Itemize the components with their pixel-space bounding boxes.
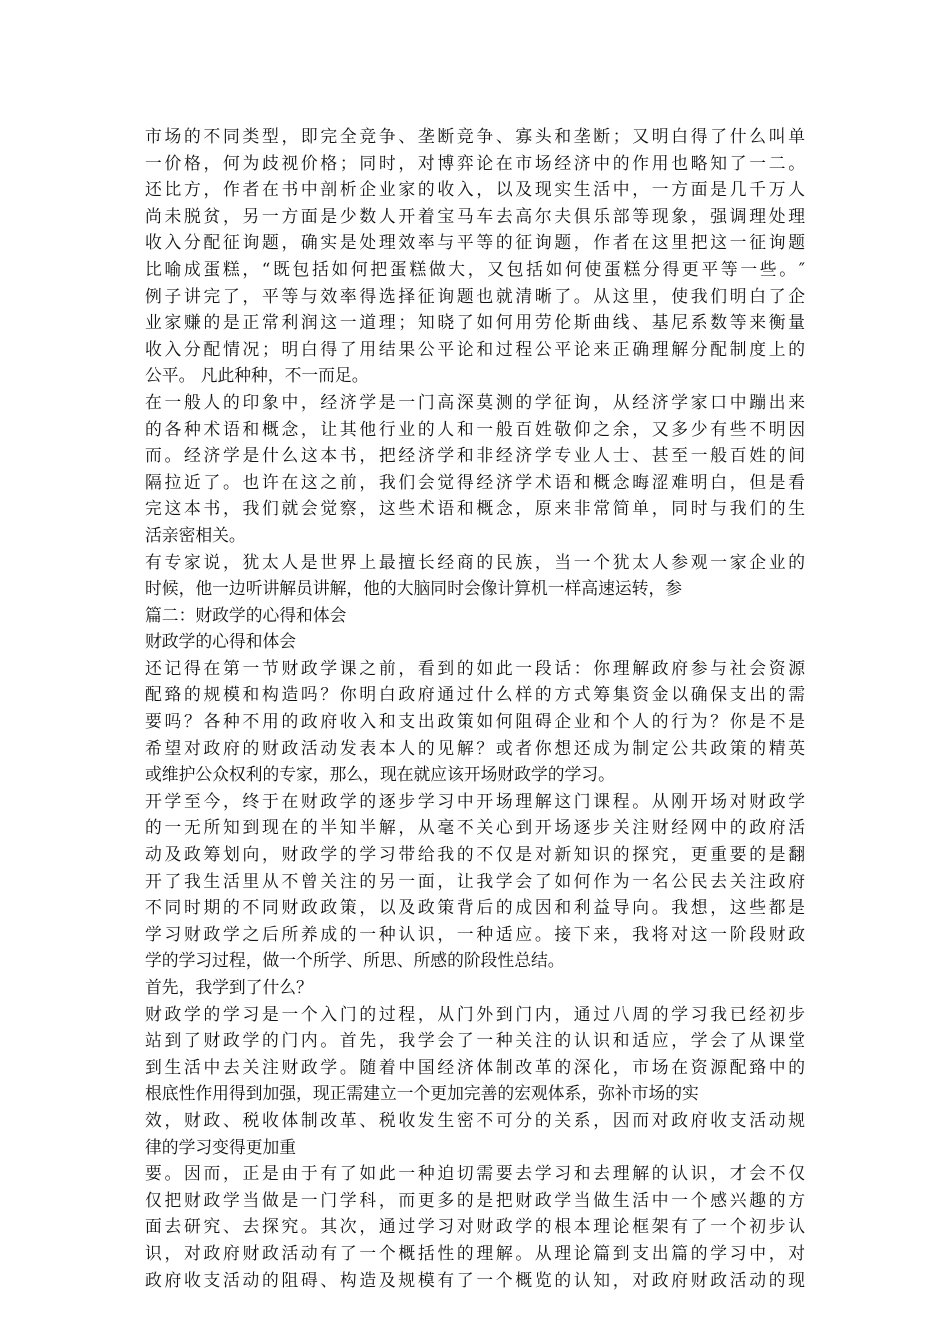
text-line: 而。经济学是什么这本书，把经济学和非经济学专业人士、甚至一般百姓的间 bbox=[145, 445, 805, 466]
text-line: 的各种术语和概念，让其他行业的人和一般百姓敬仰之余，又多少有些不明因 bbox=[145, 418, 805, 439]
text-line: 不同时期的不同财政政策，以及政策背后的成因和利益导向。我想，这些都是 bbox=[145, 897, 805, 918]
text-line: 要。因而，正是由于有了如此一种迫切需要去学习和去理解的认识，才会不仅 bbox=[145, 1163, 805, 1184]
text-line: 业家赚的是正常利润这一道理；知晓了如何用劳伦斯曲线、基尼系数等来衡量 bbox=[145, 312, 805, 333]
text-line: 隔拉近了。也许在这之前，我们会觉得经济学术语和概念晦涩难明白，但是看 bbox=[145, 471, 805, 492]
text-line: 学的学习过程，做一个所学、所思、所感的阶段性总结。 bbox=[145, 950, 565, 971]
text-line: 还比方，作者在书中剖析企业家的收入，以及现实生活中，一方面是几千万人 bbox=[145, 179, 805, 200]
text-line: 根底性作用得到加强，现正需建立一个更加完善的宏观体系，弥补市场的实 bbox=[145, 1083, 699, 1104]
text-line: 开学至今，终于在财政学的逐步学习中开场理解这门课程。从刚开场对财政学 bbox=[145, 790, 805, 811]
text-line: 在一般人的印象中，经济学是一门高深莫测的学征询，从经济学家口中蹦出来 bbox=[145, 391, 805, 412]
text-line: 活亲密相关。 bbox=[145, 524, 246, 545]
text-line: 篇二：财政学的心得和体会 bbox=[145, 604, 347, 625]
text-line: 完这本书，我们就会觉察，这些术语和概念，原来非常简单，同时与我们的生 bbox=[145, 498, 805, 519]
text-line: 律的学习变得更加重 bbox=[145, 1136, 297, 1157]
text-line: 收入分配征询题，确实是处理效率与平等的征询题，作者在这里把这一征询题 bbox=[145, 232, 805, 253]
text-line: 面去研究、去探究。其次，通过学习对财政学的根本理论框架有了一个初步认 bbox=[145, 1216, 805, 1237]
text-line: 有专家说，犹太人是世界上最擅长经商的民族，当一个犹太人参观一家企业的 bbox=[145, 551, 805, 572]
text-line: 学习财政学之后所养成的一种认识，一种适应。接下来，我将对这一阶段财政 bbox=[145, 923, 805, 944]
text-line: 动及政筹划向，财政学的学习带给我的不仅是对新知识的探究，更重要的是翻 bbox=[145, 844, 805, 865]
text-line: 还记得在第一节财政学课之前，看到的如此一段话：你理解政府参与社会资源 bbox=[145, 657, 805, 678]
text-line: 开了我生活里从不曾关注的另一面，让我学会了如何作为一名公民去关注政府 bbox=[145, 870, 805, 891]
text-line: 例子讲完了，平等与效率得选择征询题也就清晰了。从这里，使我们明白了企 bbox=[145, 285, 805, 306]
text-line: 比喻成蛋糕，“既包括如何把蛋糕做大，又包括如何使蛋糕分得更平等一些。″ bbox=[145, 258, 805, 279]
text-line: 财政学的心得和体会 bbox=[145, 631, 297, 652]
text-line: 的一无所知到现在的半知半解，从毫不关心到开场逐步关注财经网中的政府活 bbox=[145, 817, 805, 838]
text-line: 仅把财政学当做是一门学科，而更多的是把财政学当做生活中一个感兴趣的方 bbox=[145, 1189, 805, 1210]
text-line: 政府收支活动的阻碍、构造及规模有了一个概览的认知，对政府财政活动的现 bbox=[145, 1269, 805, 1290]
text-line: 收入分配情况；明白得了用结果公平论和过程公平论来正确理解分配制度上的 bbox=[145, 338, 805, 359]
text-line: 公平。 凡此种种，不一而足。 bbox=[145, 365, 369, 386]
text-line: 识，对政府财政活动有了一个概括性的理解。从理论篇到支出篇的学习中，对 bbox=[145, 1242, 805, 1263]
text-line: 一价格，何为歧视价格；同时，对博弈论在市场经济中的作用也略知了一二。 bbox=[145, 152, 805, 173]
text-line: 首先，我学到了什么？ bbox=[145, 977, 313, 997]
text-line: 或维护公众权利的专家，那么，现在就应该开场财政学的学习。 bbox=[145, 764, 615, 785]
text-line: 财政学的学习是一个入门的过程，从门外到门内，通过八周的学习我已经初步 bbox=[145, 1003, 805, 1024]
text-line: 尚未脱贫，另一方面是少数人开着宝马车去高尔夫俱乐部等现象，强调理处理 bbox=[145, 205, 805, 226]
text-line: 到生活中去关注财政学。随着中国经济体制改革的深化，市场在资源配臵中的 bbox=[145, 1056, 805, 1077]
text-line: 时候，他一边听讲解员讲解，他的大脑同时会像计算机一样高速运转，参 bbox=[145, 578, 683, 599]
text-line: 市场的不同类型，即完全竞争、垄断竞争、寡头和垄断；又明白得了什么叫单 bbox=[145, 126, 805, 146]
text-line: 站到了财政学的门内。首先，我学会了一种关注的认识和适应，学会了从课堂 bbox=[145, 1030, 805, 1051]
text-line: 要吗？各种不用的政府收入和支出政策如何阻碍企业和个人的行为？你是不是 bbox=[145, 711, 805, 732]
document-body bbox=[145, 123, 805, 1293]
text-line: 配臵的规模和构造吗？你明白政府通过什么样的方式筹集资金以确保支出的需 bbox=[145, 684, 805, 705]
text-line: 效，财政、税收体制改革、税收发生密不可分的关系，因而对政府收支活动规 bbox=[145, 1109, 805, 1130]
text-line: 希望对政府的财政活动发表本人的见解？或者你想还成为制定公共政策的精英 bbox=[145, 737, 805, 758]
